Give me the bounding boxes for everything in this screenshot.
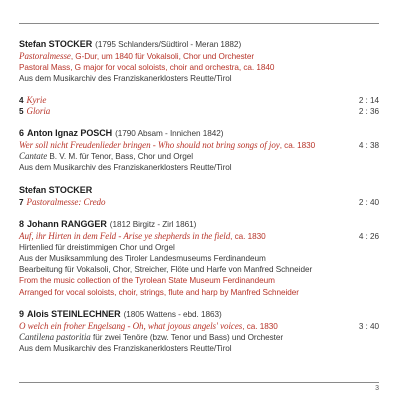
work-description-line	[19, 151, 379, 162]
track-year: , ca. 1830	[279, 140, 316, 150]
work-description: für zwei Tenöre (bzw. Tenor und Bass) und Orchester	[90, 333, 284, 342]
track-number: 6	[19, 127, 24, 138]
source-note: Aus dem Musikarchiv des Franziskanerklosters Reutte/Tirol	[19, 163, 232, 173]
track-duration: 4 : 26	[358, 231, 379, 241]
track-title: Pastoralmesse: Credo	[26, 196, 106, 207]
work-description: B. V. M. für Tenor, Bass, Chor und Orgel	[47, 152, 194, 162]
track-year: , ca. 1830	[230, 231, 266, 241]
composer-heading-rangger	[19, 218, 379, 231]
track-year: , ca. 1830	[242, 321, 278, 331]
source-note-translation: From the music collection of the Tyrolean State Museum Ferdinandeum	[19, 276, 275, 286]
track-duration: 2 : 36	[358, 106, 379, 116]
track-row-7	[19, 197, 379, 208]
composer-heading-stocker-2	[19, 184, 379, 197]
source-note: Aus dem Musikarchiv des Franziskanerklosters Reutte/Tirol	[19, 344, 232, 354]
track-title: Auf, ihr Hirten in dem Feld - Arise ye shepherds in the field	[19, 230, 231, 241]
source-note: Aus der Musiksammlung des Tiroler Landesmuseums Ferdinandeum	[19, 254, 266, 264]
track-row-4	[19, 95, 379, 106]
track-number: 7	[19, 197, 24, 207]
track-number: 5	[19, 106, 24, 116]
track-title: Wer soll nicht Freudenlieder bringen - Who should not bring songs of joy	[19, 139, 280, 150]
page-number: 3	[375, 385, 379, 392]
track-title-line	[19, 231, 379, 242]
track-listing	[19, 38, 379, 354]
work-description: , G-Dur, um 1840 für Vokalsoli, Chor und Orchester	[70, 52, 255, 61]
composer-dates: (1790 Absam - Innichen 1842)	[115, 128, 224, 138]
composer-name: Stefan STOCKER	[19, 184, 93, 195]
composer-name: Anton Ignaz POSCH	[26, 127, 113, 138]
work-title: Cantilena pastoritia	[19, 332, 91, 342]
arrangement-note: Bearbeitung für Vokalsoli, Chor, Streicher, Flöte und Harfe von Manfred Schneider	[19, 265, 313, 275]
track-number: 8	[19, 218, 24, 229]
track-duration: 2 : 14	[358, 95, 379, 105]
track-title: O welch ein froher Engelsang - Oh, what joyous angels' voices	[19, 320, 243, 331]
composer-name: Stefan STOCKER	[19, 39, 93, 49]
composer-dates: (1795 Schlanders/Südtirol - Meran 1882)	[95, 40, 242, 49]
composer-name: Johann RANGGER	[26, 218, 107, 229]
work-translation: Pastoral Mass, G major for vocal soloists, choir and orchestra, ca. 1840	[19, 63, 275, 73]
arrangement-note-translation: Arranged for vocal soloists, choir, strings, flute and harp by Manfred Schneider	[19, 287, 299, 297]
source-note: Aus dem Musikarchiv des Franziskanerklosters Reutte/Tirol	[19, 74, 232, 84]
composer-dates: (1812 Birgitz - Zirl 1861)	[109, 219, 197, 229]
track-title-line	[19, 140, 379, 151]
composer-heading-posch	[19, 127, 379, 140]
track-duration: 2 : 40	[358, 197, 379, 207]
work-title-line	[19, 51, 379, 62]
track-title: Kyrie	[26, 94, 47, 105]
composer-heading-steinlechner	[19, 308, 379, 321]
work-description-line	[19, 332, 379, 343]
work-title: Cantate	[19, 151, 48, 162]
track-title-line	[19, 321, 379, 332]
track-number: 4	[19, 95, 24, 105]
track-number: 9	[19, 308, 24, 319]
top-rule	[19, 23, 379, 24]
track-duration: 4 : 38	[358, 140, 379, 150]
composer-dates: (1805 Wattens - ebd. 1863)	[123, 309, 222, 319]
work-title: Pastoralmesse	[19, 51, 71, 61]
track-title: Gloria	[26, 105, 51, 116]
composer-name: Alois STEINLECHNER	[26, 308, 121, 319]
track-row-5	[19, 106, 379, 117]
bottom-rule	[19, 382, 379, 383]
work-description: Hirtenlied für dreistimmigen Chor und Orgel	[19, 242, 175, 252]
track-duration: 3 : 40	[358, 321, 379, 331]
composer-heading-stocker	[19, 38, 379, 51]
